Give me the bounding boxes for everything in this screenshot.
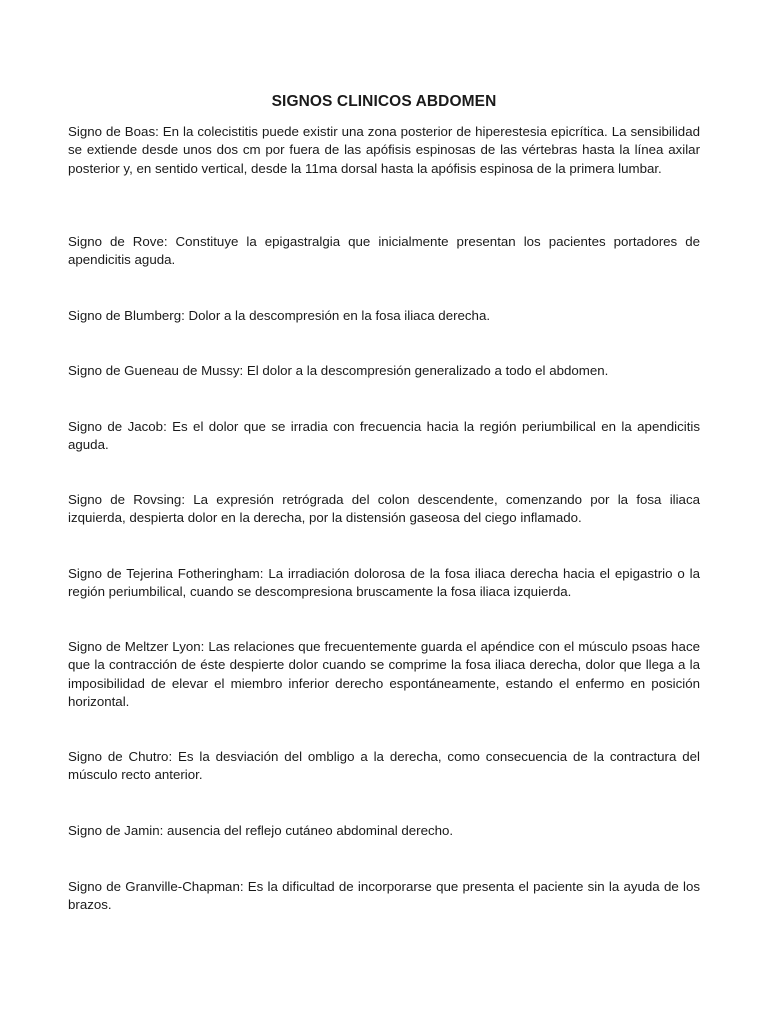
- paragraph-signo-jamin: Signo de Jamin: ausencia del reflejo cutáneo abdominal derecho.: [68, 823, 454, 838]
- paragraph-signo-gueneau-de-mussy: Signo de Gueneau de Mussy: El dolor a la descompresión generalizado a todo el abdomen.: [68, 363, 609, 378]
- paragraph-signo-rovsing: Signo de Rovsing: La expresión retrógrada del colon descendente, comenzando por la fosa iliaca izquierda, despierta dolor en la derecha, por la distensión gaseosa del ciego inflamado.: [68, 492, 700, 526]
- paragraph-signo-meltzer-lyon: Signo de Meltzer Lyon: Las relaciones que frecuentemente guarda el apéndice con el músculo psoas hace que la contracción de éste despierte dolor cuando se comprime la fosa iliaca derecha, dolor que llega a la imposibilidad de elevar el miembro inferior derecho espontáneamente, estando el enfermo en posición horizontal.: [68, 639, 700, 710]
- paragraph-signo-tejerina-fotheringham: Signo de Tejerina Fotheringham: La irradiación dolorosa de la fosa iliaca derecha hacia el epigastrio o la región periumbilical, cuando se descompresiona bruscamente la fosa iliaca izquierda.: [68, 566, 700, 600]
- paragraph-signo-boas: Signo de Boas: En la colecistitis puede existir una zona posterior de hiperestesia epicrítica. La sensibilidad se extiende desde unos dos cm por fuera de las apófisis espinosas de las vértebras hasta la línea axilar posterior y, en sentido vertical, desde la 11ma dorsal hasta la apófisis espinosa de la primera lumbar.: [68, 124, 700, 176]
- paragraph-signo-rove: Signo de Rove: Constituye la epigastralgia que inicialmente presentan los pacientes portadores de apendicitis aguda.: [68, 234, 700, 268]
- paragraph-signo-jacob: Signo de Jacob: Es el dolor que se irradia con frecuencia hacia la región periumbilical en la apendicitis aguda.: [68, 419, 700, 453]
- paragraph-signo-granville-chapman: Signo de Granville-Chapman: Es la dificultad de incorporarse que presenta el paciente sin la ayuda de los brazos.: [68, 879, 700, 913]
- paragraph-signo-blumberg: Signo de Blumberg: Dolor a la descompresión en la fosa iliaca derecha.: [68, 308, 491, 323]
- page-title: SIGNOS CLINICOS ABDOMEN: [271, 93, 497, 110]
- paragraph-signo-chutro: Signo de Chutro: Es la desviación del ombligo a la derecha, como consecuencia de la contractura del músculo recto anterior.: [68, 749, 700, 783]
